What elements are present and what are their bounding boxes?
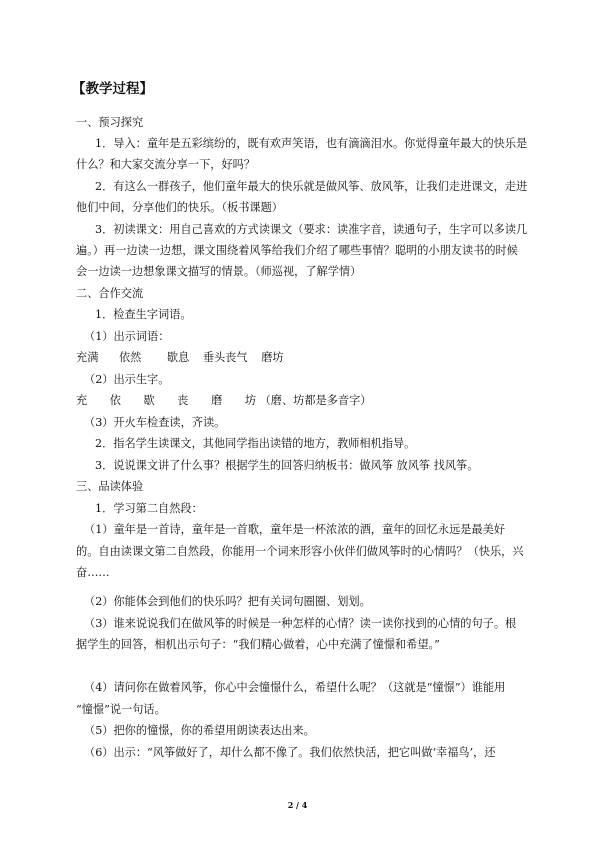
section-title-1: 一、预习探究	[76, 116, 144, 129]
vocab-word: 磨坊	[261, 351, 284, 364]
vocabulary-words	[76, 351, 536, 365]
paragraph-line: “憧憬”说一句话。	[76, 703, 166, 716]
paragraph-line: （4）请问你在做着风筝，你心中会憧憬什么，希望什么呢？（这就是“憧憬”）谁能用	[84, 681, 506, 694]
paragraph-line: 1．学习第二自然段：	[95, 502, 203, 515]
paragraph-line: 3．初读课文：用自己喜欢的方式读课文（要求：读准字音，读通句子，生字可以多读几	[95, 223, 528, 236]
vocab-word: 歇息	[166, 351, 190, 364]
page-number: 2 / 4	[287, 800, 308, 810]
vocab-word: 垂头丧气	[202, 351, 248, 364]
vocab-word: 依然	[118, 351, 142, 364]
new-char: 丧	[177, 394, 189, 407]
new-characters	[76, 394, 536, 408]
paragraph-line: 他们中间，分享他们的快乐。（板书课题）	[76, 201, 283, 214]
paragraph-line: （6）出示：“风筝做好了，却什么都不像了。我们依然快活，把它叫做‘幸福鸟’，还	[84, 746, 496, 759]
paragraph-line: （2）你能体会到他们的快乐吗？把有关词句圈圈、划划。	[84, 595, 371, 608]
page-heading: 【教学过程】	[72, 81, 153, 97]
paragraph-line: （3）开火车检查读，齐读。	[84, 416, 226, 429]
paragraph-line: 什么？和大家交流分享一下，好吗？	[76, 158, 256, 171]
paragraph-line: 奋……	[76, 566, 110, 579]
new-char: 歇	[143, 394, 155, 407]
new-char: 依	[109, 394, 121, 407]
new-char: 坊	[244, 394, 257, 407]
paragraph-line: （5）把你的憧憬，你的希望用朗读表达出来。	[84, 724, 315, 737]
polyphone-note: （磨、坊都是多音字）	[259, 394, 372, 407]
paragraph-line: 2．指名学生读课文，其他同学指出读错的地方，教师相机指导。	[95, 437, 416, 450]
paragraph-line: （1）出示词语：	[84, 330, 170, 343]
vocab-word: 充满	[76, 351, 99, 364]
paragraph-line: 的。自由读课文第二自然段，你能用一个词来形容小伙伴们做风筝时的心情吗？（快乐，兴	[76, 545, 524, 558]
paragraph-line: 会一边读一边想象课文描写的情景。（师巡视，了解学情）	[76, 265, 362, 278]
paragraph-line: （1）童年是一首诗，童年是一首歌，童年是一杯浓浓的酒，童年的回忆永远是最美好	[84, 523, 506, 536]
paragraph-line: 2．有这么一群孩子，他们童年最大的快乐就是做风筝、放风筝，让我们走进课文，走进	[95, 180, 528, 193]
paragraph-line: 据学生的回答，相机出示句子：“我们精心做着，心中充满了憧憬和希望。”	[76, 638, 440, 651]
new-char: 充	[76, 394, 88, 407]
paragraph-line: 1．导入：童年是五彩缤纷的，既有欢声笑语，也有滴滴泪水。你觉得童年最大的快乐是	[95, 137, 528, 150]
section-title-2: 二、合作交流	[76, 287, 144, 300]
new-char: 磨	[211, 394, 223, 407]
paragraph-line: 遍。）再一边读一边想，课文围绕着风筝给我们介绍了哪些事情？聪明的小朋友读书的时候	[76, 244, 518, 257]
paragraph-line: （3）谁来说说我们在做风筝的时候是一种怎样的心情？读一读你找到的心情的句子。根	[84, 617, 517, 630]
paragraph-line: （2）出示生字。	[84, 373, 170, 386]
section-title-3: 三、品读体验	[76, 480, 144, 493]
paragraph-line: 3．说说课文讲了什么事？根据学生的回答归纳板书：做风筝 放风筝 找风筝。	[95, 459, 479, 472]
paragraph-line: 1．检查生字词语。	[95, 308, 192, 321]
